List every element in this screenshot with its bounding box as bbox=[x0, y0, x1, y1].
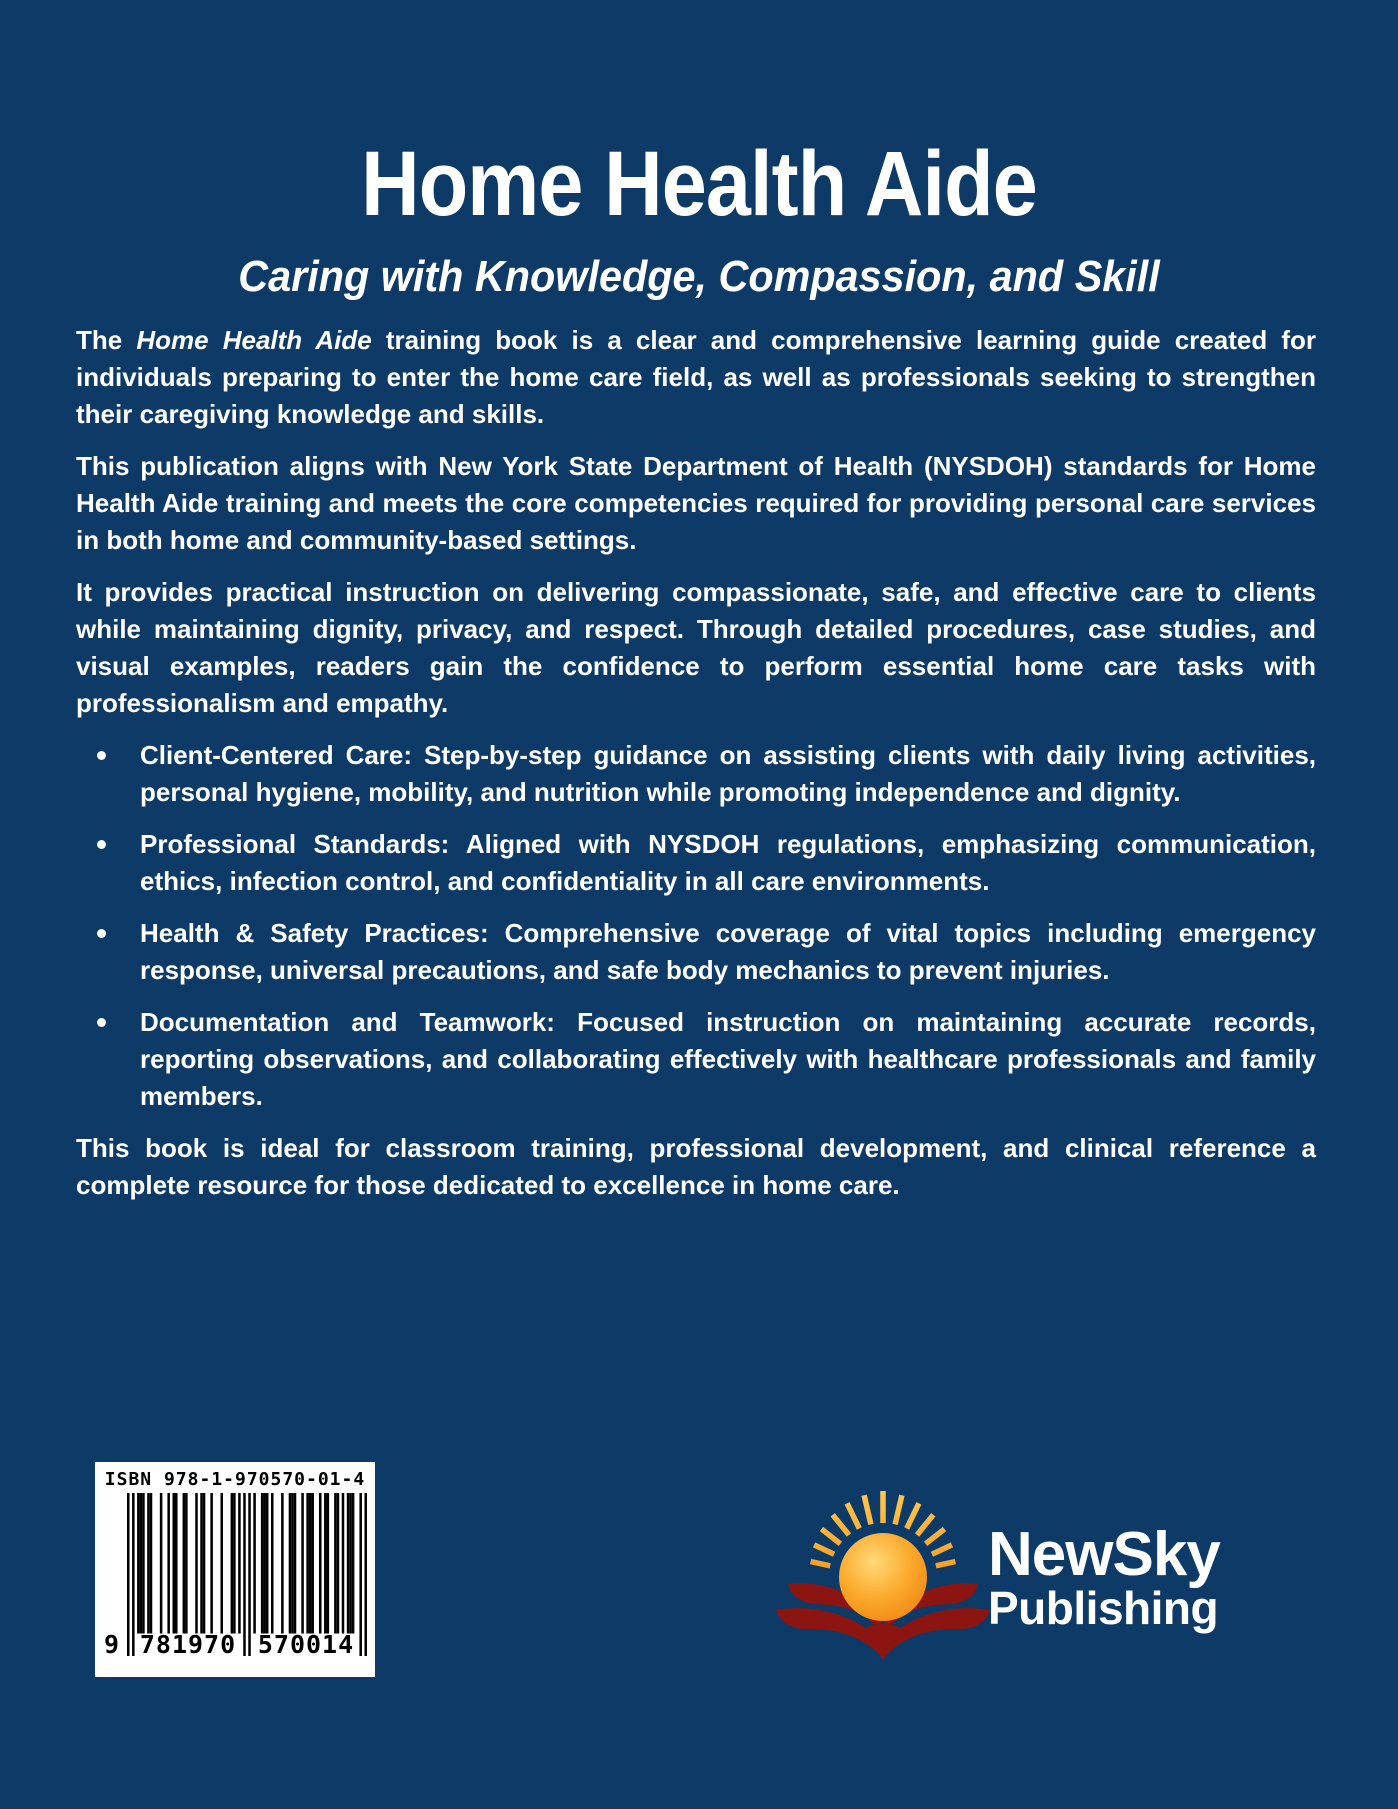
barcode-digit-group2: 570014 bbox=[257, 1630, 355, 1659]
publisher-logo-text bbox=[988, 1520, 1220, 1634]
closing-paragraph: This book is ideal for classroom training, professional development, and clinical reference a complete resource for those dedicated to excellence in home care. bbox=[76, 1133, 1316, 1200]
barcode bbox=[103, 1493, 367, 1659]
barcode-digit-group1: 781970 bbox=[139, 1630, 237, 1659]
intro-before: The bbox=[76, 325, 137, 355]
publisher-logo bbox=[758, 1462, 1358, 1682]
book-title: Home Health Aide bbox=[361, 133, 1037, 235]
sunrise-book-logo-icon bbox=[758, 1462, 998, 1682]
feature-item-health-safety-practices: Health & Safety Practices: Comprehensive coverage of vital topics including emergency response, universal precautions, and safe body mechanics to prevent injuries. bbox=[76, 915, 1316, 989]
isbn-number-label: ISBN 978-1-970570-01-4 bbox=[104, 1469, 366, 1490]
intro-after: training book is a clear and comprehensive learning guide created for individuals preparing to enter the home care field, as well as professionals seeking to strengthen their caregiving knowledge and skills. bbox=[76, 325, 1316, 429]
feature-item-documentation-teamwork: Documentation and Teamwork: Focused instruction on maintaining accurate records, reporting observations, and collaborating effectively with healthcare professionals and family members. bbox=[76, 1004, 1316, 1115]
publisher-type: Publishing bbox=[988, 1582, 1219, 1634]
standards-paragraph: This publication aligns with New York State Department of Health (NYSDOH) standards for Home Health Aide training and meets the core competencies required for providing personal care services in both home and community-based settings. bbox=[76, 451, 1316, 555]
feature-item-professional-standards: Professional Standards: Aligned with NYSDOH regulations, emphasizing communication, ethics, infection control, and confidentiality in all care environments. bbox=[76, 826, 1316, 900]
barcode-digit-left: 9 bbox=[103, 1630, 121, 1659]
book-subtitle: Caring with Knowledge, Compassion, and Skill bbox=[238, 252, 1160, 301]
back-cover-text bbox=[76, 322, 1316, 1219]
isbn-barcode-block bbox=[95, 1462, 375, 1677]
publisher-name: NewSky bbox=[988, 1520, 1220, 1589]
intro-paragraph bbox=[76, 322, 1316, 433]
feature-item-client-centered-care: Client-Centered Care: Step-by-step guidance on assisting clients with daily living activities, personal hygiene, mobility, and nutrition while promoting independence and dignity. bbox=[76, 737, 1316, 811]
features-list bbox=[76, 737, 1316, 1115]
intro-book-title-italic: Home Health Aide bbox=[136, 325, 372, 355]
instruction-paragraph: It provides practical instruction on delivering compassionate, safe, and effective care to clients while maintaining dignity, privacy, and respect. Through detailed procedures, case studies, and visual examples, readers gain the confidence to perform essential home care tasks with professionalism and empathy. bbox=[76, 577, 1316, 718]
sun-icon bbox=[839, 1533, 927, 1621]
